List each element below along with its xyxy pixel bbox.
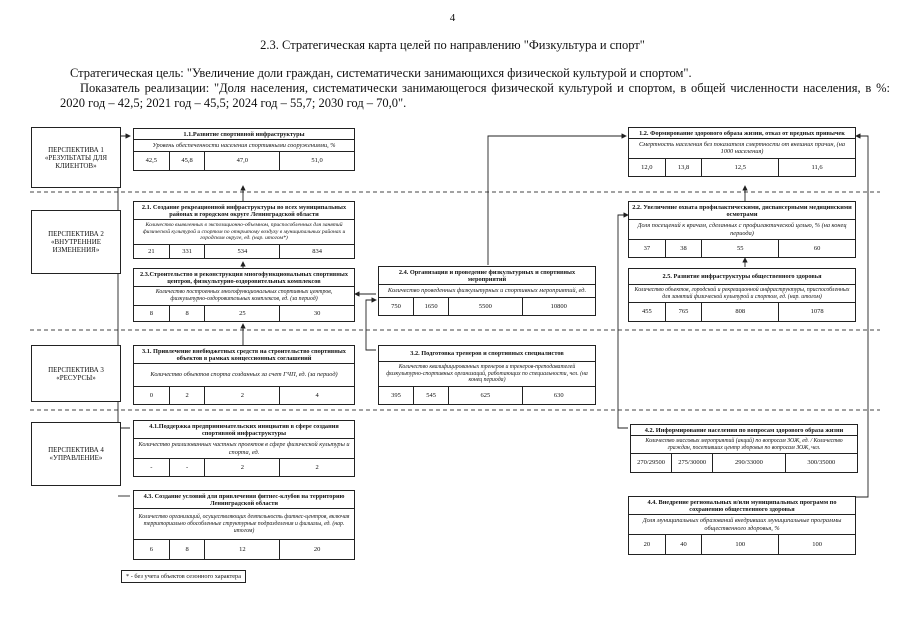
goal-values (134, 152, 354, 169)
goal-indicator: Количество объектов, городской и рекреационной инфраструктуры, приспособленных для занятий физической культурой и спортом, ед. (нар. итогом) (629, 285, 855, 303)
value-cell: 625 (449, 387, 522, 404)
perspective-1-label: ПЕРСПЕКТИВА 1 «РЕЗУЛЬТАТЫ ДЛЯ КЛИЕНТОВ» (44, 145, 108, 170)
goal-box-3-2 (378, 345, 596, 405)
goal-indicator: Количество проведенных физкультурных и спортивных мероприятий, ед. (379, 285, 595, 297)
goal-title: 2.3.Строительство и реконструкция многофункциональных спортивных центров, физкультурно-оздоровительных комплексов (134, 269, 354, 287)
page-title: 2.3. Стратегическая карта целей по направлению "Физкультура и спорт" (260, 38, 645, 52)
value-cell: 395 (379, 387, 414, 404)
goal-values (379, 298, 595, 315)
value-cell: 300/35000 (807, 459, 836, 467)
value-cell: 331 (170, 245, 206, 258)
value-cell: 21 (134, 245, 170, 258)
perspective-4-label: ПЕРСПЕКТИВА 4 «УПРАВЛЕНИЕ» (48, 446, 104, 462)
value-cell: 47,0 (205, 152, 280, 169)
value-cell: 42,5 (134, 152, 170, 169)
value-cell: 100 (812, 540, 822, 548)
goal-indicator: Количество выявленных в экспозиционно-объемном, приспособленных для занятий физической культурой и спортом по открытому воздуху в муниципальных районах и городском округе, ед. (нар. итогом*) (134, 220, 354, 244)
perspective-3 (31, 345, 121, 402)
value-cell: 20 (629, 535, 666, 554)
value-cell: 534 (205, 245, 280, 258)
goal-title: 2.5. Развитие инфраструктуры общественного здоровья (629, 269, 855, 285)
perspective-1 (31, 127, 121, 188)
goal-title: 1.2. Формирование здорового образа жизни, отказ от вредных привычек (629, 128, 855, 139)
value-cell: 40 (666, 535, 703, 554)
goal-values (629, 240, 855, 257)
value-cell: 0 (134, 387, 170, 404)
goal-box-2-3 (133, 268, 355, 322)
goal-values (629, 303, 855, 320)
value-cell: 37 (629, 240, 666, 257)
value-cell: 275/30000 (672, 454, 713, 471)
goal-title: 1.1.Развитие спортивной инфраструктуры (134, 129, 354, 140)
value-cell: 630 (553, 391, 564, 399)
value-cell: 290/33000 (713, 454, 785, 471)
goal-indicator: Количество построенных многофункциональных спортивных центров, физкультурно-оздоровительных комплексов, ед. (за период) (134, 287, 354, 305)
perspective-2-label: ПЕРСПЕКТИВА 2 «ВНУТРЕННИЕ ИЗМЕНЕНИЯ» (48, 230, 104, 254)
value-cell: 834 (312, 247, 322, 255)
value-cell: 12,0 (629, 159, 666, 176)
goal-values (134, 245, 354, 258)
value-cell: 2 (205, 387, 280, 404)
goal-box-3-1 (133, 345, 355, 405)
goal-indicator: Количество объектов спорта созданных за счет ГЧП, ед. (за период) (134, 364, 354, 386)
value-cell: - (134, 459, 170, 476)
perspective-3-label: ПЕРСПЕКТИВА 3 «РЕСУРСЫ» (48, 365, 104, 382)
value-cell: 100 (702, 535, 779, 554)
value-cell: 11,6 (811, 163, 823, 171)
goal-values (134, 540, 354, 559)
goal-title: 2.2. Увеличение охвата профилактическими, диспансерными медицинскими осмотрами (629, 202, 855, 220)
value-cell: 808 (702, 303, 779, 320)
goal-values (629, 535, 855, 554)
value-cell: 8 (170, 540, 206, 559)
goal-box-2-5 (628, 268, 856, 322)
goal-title: 3.2. Подготовка тренеров и спортивных специалистов (379, 346, 595, 362)
goal-values (629, 159, 855, 176)
page-number: 4 (449, 12, 456, 24)
value-cell: 20 (313, 546, 321, 554)
value-cell: - (170, 459, 206, 476)
value-cell: 13,8 (666, 159, 703, 176)
goal-box-2-4 (378, 266, 596, 316)
footnote: * - без учета объектов сезонного характера (121, 570, 246, 583)
goal-box-1-2 (628, 127, 856, 177)
goal-title: 2.1. Создание рекреационной инфраструктуры во всех муниципальных районах и городском округе Ленинградской области (134, 202, 354, 220)
goal-indicator: Количество массовых мероприятий (акций) по вопросам ЗОЖ, ед. / Количество граждан, посетивших центр здоровья по вопросам ЗОЖ, чел. (631, 436, 857, 454)
value-cell: 455 (629, 303, 666, 320)
goal-indicator: Количество квалифицированных тренеров и тренеров-преподавателей физкультурно-спортивных организаций, работающих по специальности, чел. (на конец периода) (379, 362, 595, 387)
goal-indicator: Доля муниципальных образований внедривших муниципальные программы общественного здоровья, % (629, 515, 855, 534)
value-cell: 38 (666, 240, 703, 257)
value-cell: 10800 (550, 302, 567, 310)
value-cell: 12,5 (702, 159, 779, 176)
goal-box-2-1 (133, 201, 355, 259)
goal-indicator: Количество реализованных частных проектов в сфере физической культуры и спорта, ед. (134, 439, 354, 458)
goal-box-4-4 (628, 496, 856, 555)
value-cell: 545 (414, 387, 449, 404)
value-cell: 2 (205, 459, 280, 476)
goal-values (379, 387, 595, 404)
value-cell: 5500 (449, 298, 522, 315)
goal-indicator: Смертность населения без показателя смертности от внешних причин, (на 1000 населения) (629, 139, 855, 158)
goal-indicator: Уровень обеспеченности населения спортивными сооружениями, % (134, 140, 354, 152)
goal-values (134, 459, 354, 476)
goal-indicator: Количество организаций, осуществляющих деятельность фитнес-центров, включая территориально обособленные структурные подразделения и филиалы, ед. (нар. итогом) (134, 509, 354, 540)
goal-title: 2.4. Организация и проведение физкультурных и спортивных мероприятий (379, 267, 595, 285)
goal-title: 4.4. Внедрение региональных и/или муниципальных программ по сохранению общественного здоровья (629, 497, 855, 515)
goal-title: 4.1.Поддержка предпринимательских инициатив в сфере создания спортивной инфраструктуры (134, 421, 354, 439)
value-cell: 765 (666, 303, 703, 320)
perspective-2 (31, 210, 121, 274)
goal-box-4-3 (133, 490, 355, 560)
value-cell: 1078 (810, 308, 824, 316)
goal-box-1-1 (133, 128, 355, 171)
value-cell: 25 (205, 306, 280, 321)
goal-title: 4.2. Информирование населения по вопросам здорового образа жизни (631, 425, 857, 436)
strategic-goal: Стратегическая цель: "Увеличение доли граждан, систематически занимающихся физической культурой и спортом". (70, 66, 692, 80)
goal-values (631, 454, 857, 471)
goal-values (134, 306, 354, 321)
value-cell: 2 (315, 463, 319, 471)
value-cell: 30 (313, 309, 321, 317)
goal-title: 4.3. Создание условий для привлечения фитнес-клубов на территорию Ленинградской области (134, 491, 354, 509)
value-cell: 51,0 (311, 157, 323, 165)
indicator-text: Показатель реализации: "Доля населения, систематически занимающегося физической культурой и спортом, в общей численности населения, в %: 2020 год – 42,5; 2021 год – 45,5; 2024 год – 55,7; 2030 год – 70,0". (60, 81, 890, 110)
value-cell: 1650 (414, 298, 449, 315)
value-cell: 270/29500 (631, 454, 672, 471)
perspective-4 (31, 422, 121, 486)
value-cell: 4 (315, 391, 319, 399)
value-cell: 8 (134, 306, 170, 321)
goal-box-4-1 (133, 420, 355, 477)
goal-indicator: Доля посещений к врачам, сделанных с профилактической целью, % (на конец периода) (629, 220, 855, 239)
value-cell: 60 (813, 244, 821, 252)
goal-values (134, 387, 354, 404)
value-cell: 8 (170, 306, 206, 321)
value-cell: 12 (205, 540, 280, 559)
value-cell: 750 (379, 298, 414, 315)
value-cell: 45,8 (170, 152, 206, 169)
goal-box-4-2 (630, 424, 858, 473)
value-cell: 2 (170, 387, 206, 404)
value-cell: 6 (134, 540, 170, 559)
goal-title: 3.1. Привлечение внебюджетных средств на строительство спортивных объектов в рамках концессионных соглашений (134, 346, 354, 364)
goal-box-2-2 (628, 201, 856, 258)
value-cell: 55 (702, 240, 779, 257)
